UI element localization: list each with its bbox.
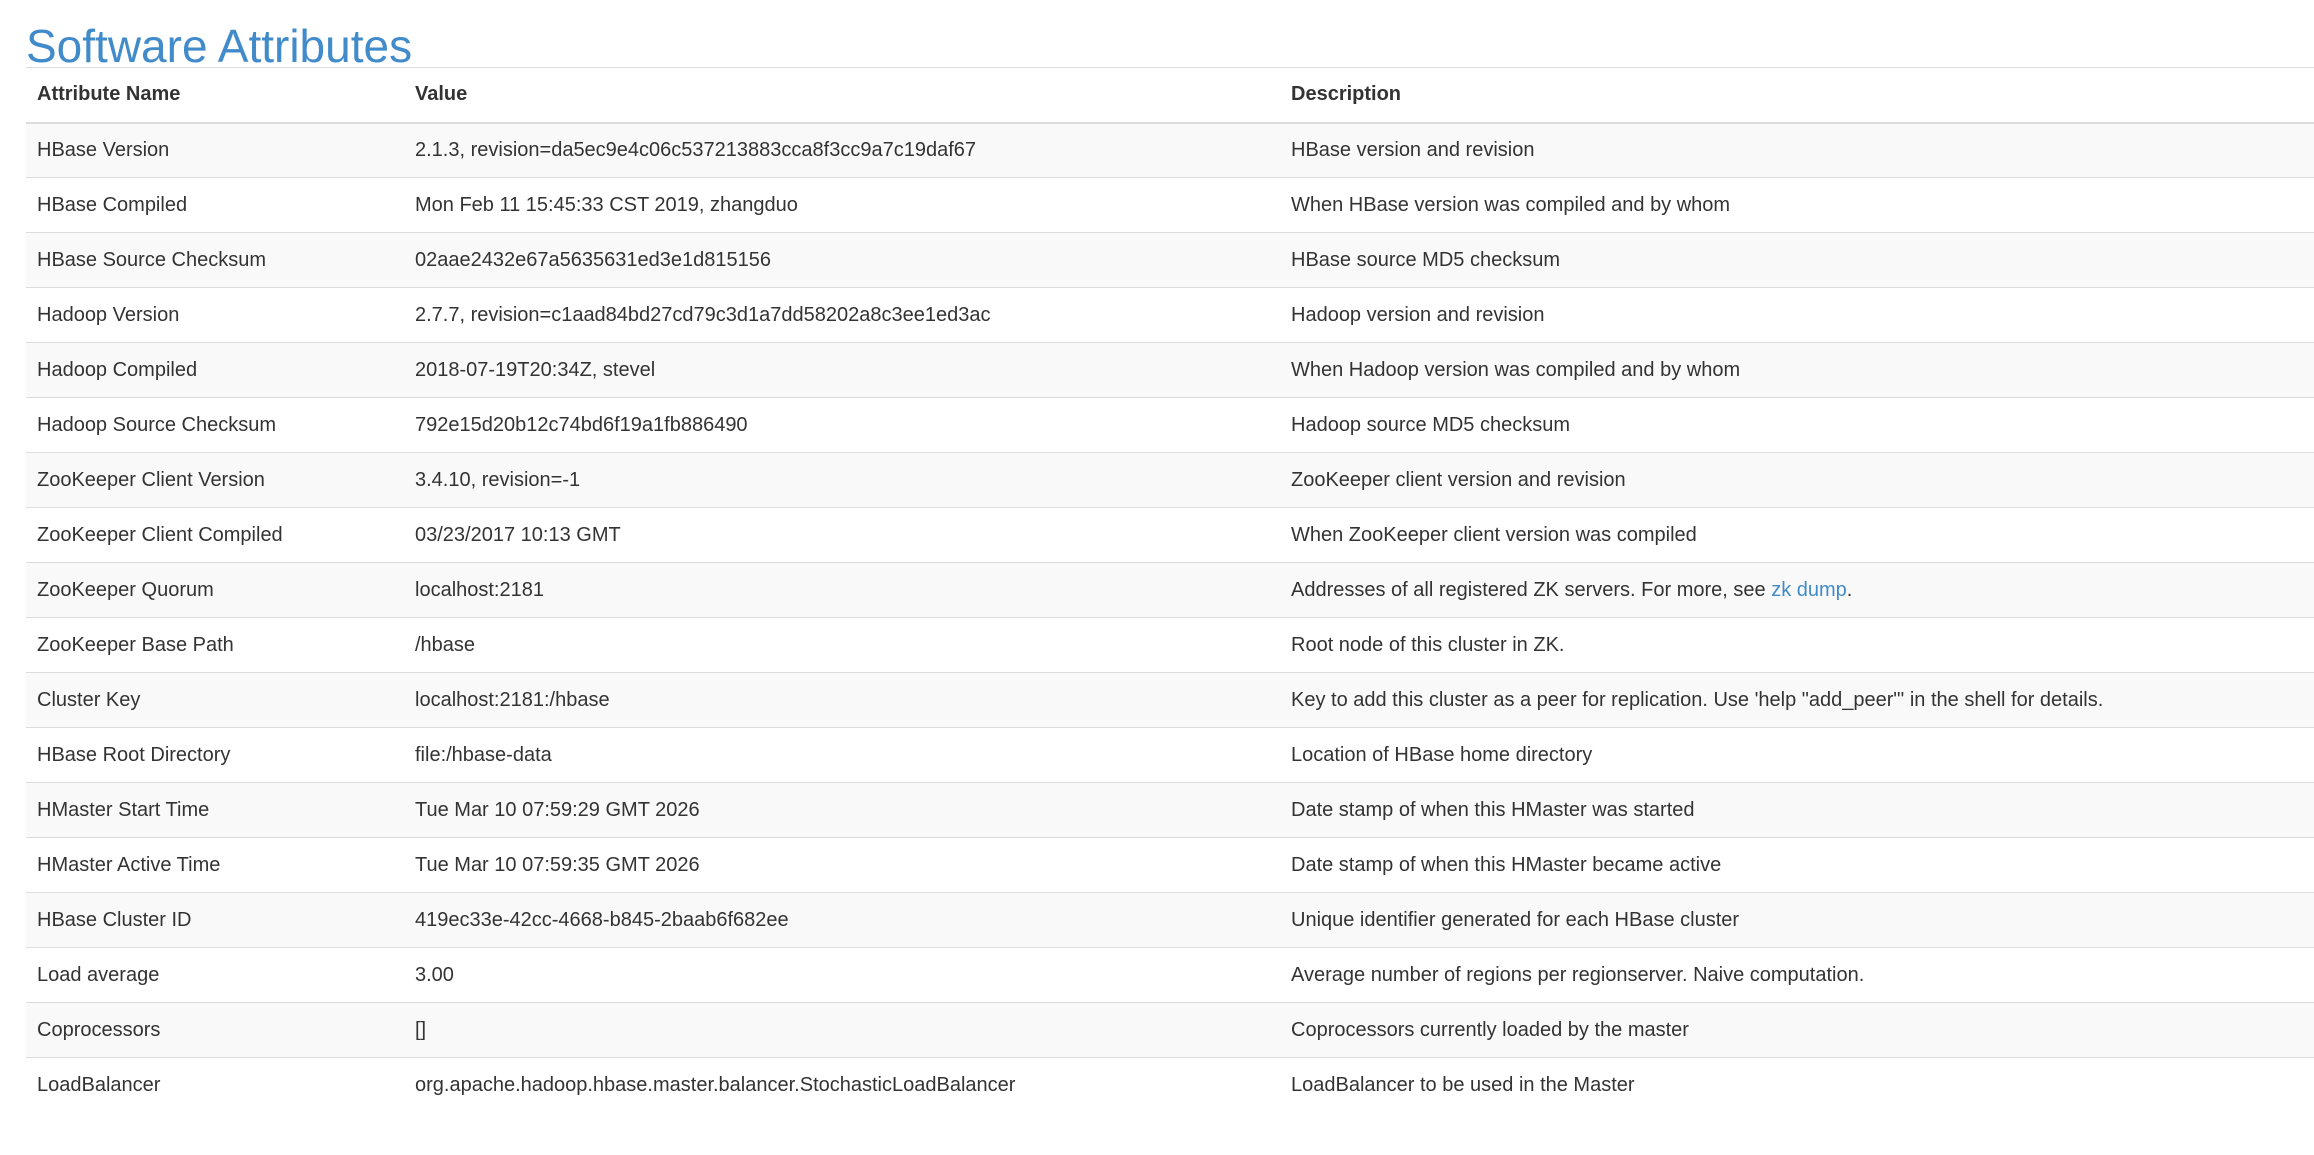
value-cell: Tue Mar 10 07:59:35 GMT 2026 bbox=[404, 838, 1280, 893]
description-cell: When Hadoop version was compiled and by whom bbox=[1280, 343, 2314, 398]
value-cell: 3.00 bbox=[404, 948, 1280, 1003]
attribute-name-cell: HBase Compiled bbox=[26, 178, 404, 233]
page-title: Software Attributes bbox=[26, 20, 413, 72]
description-cell: Date stamp of when this HMaster was started bbox=[1280, 783, 2314, 838]
value-cell: [] bbox=[404, 1003, 1280, 1058]
table-row bbox=[26, 123, 2314, 178]
table-header bbox=[26, 68, 2314, 123]
description-cell: When HBase version was compiled and by whom bbox=[1280, 178, 2314, 233]
column-header-description: Description bbox=[1280, 68, 2314, 123]
description-cell: LoadBalancer to be used in the Master bbox=[1280, 1058, 2314, 1113]
description-prefix: Addresses of all registered ZK servers. For more, see bbox=[1291, 578, 1772, 601]
value-cell: 2.7.7, revision=c1aad84bd27cd79c3d1a7dd58202a8c3ee1ed3ac bbox=[404, 288, 1280, 343]
column-header-attribute-name: Attribute Name bbox=[26, 68, 404, 123]
attribute-name-cell: Load average bbox=[26, 948, 404, 1003]
column-header-value: Value bbox=[404, 68, 1280, 123]
description-cell: Unique identifier generated for each HBase cluster bbox=[1280, 893, 2314, 948]
table-row bbox=[26, 673, 2314, 728]
description-cell: ZooKeeper client version and revision bbox=[1280, 453, 2314, 508]
value-cell: localhost:2181 bbox=[404, 563, 1280, 618]
software-attributes-section bbox=[26, 0, 2314, 1113]
description-cell: When ZooKeeper client version was compiled bbox=[1280, 508, 2314, 563]
table-row bbox=[26, 783, 2314, 838]
description-cell: Hadoop source MD5 checksum bbox=[1280, 398, 2314, 453]
attribute-name-cell: ZooKeeper Client Version bbox=[26, 453, 404, 508]
description-cell: HBase source MD5 checksum bbox=[1280, 233, 2314, 288]
value-cell: 792e15d20b12c74bd6f19a1fb886490 bbox=[404, 398, 1280, 453]
table-row bbox=[26, 343, 2314, 398]
value-cell: Tue Mar 10 07:59:29 GMT 2026 bbox=[404, 783, 1280, 838]
attribute-name-cell: Cluster Key bbox=[26, 673, 404, 728]
value-cell: 2.1.3, revision=da5ec9e4c06c537213883cca8f3cc9a7c19daf67 bbox=[404, 123, 1280, 178]
table-header-row bbox=[26, 68, 2314, 123]
attribute-name-cell: HBase Source Checksum bbox=[26, 233, 404, 288]
attribute-name-cell: ZooKeeper Quorum bbox=[26, 563, 404, 618]
value-cell: org.apache.hadoop.hbase.master.balancer.StochasticLoadBalancer bbox=[404, 1058, 1280, 1113]
description-cell: Root node of this cluster in ZK. bbox=[1280, 618, 2314, 673]
software-attributes-table bbox=[26, 67, 2314, 1113]
value-cell: Mon Feb 11 15:45:33 CST 2019, zhangduo bbox=[404, 178, 1280, 233]
description-cell: HBase version and revision bbox=[1280, 123, 2314, 178]
attribute-name-cell: HMaster Start Time bbox=[26, 783, 404, 838]
table-row bbox=[26, 1058, 2314, 1113]
description-cell: Date stamp of when this HMaster became active bbox=[1280, 838, 2314, 893]
table-row bbox=[26, 618, 2314, 673]
attribute-name-cell: HBase Cluster ID bbox=[26, 893, 404, 948]
table-row bbox=[26, 178, 2314, 233]
attribute-name-cell: ZooKeeper Base Path bbox=[26, 618, 404, 673]
table-row bbox=[26, 288, 2314, 343]
attribute-name-cell: Hadoop Source Checksum bbox=[26, 398, 404, 453]
attribute-name-cell: HBase Version bbox=[26, 123, 404, 178]
attribute-name-cell: Hadoop Compiled bbox=[26, 343, 404, 398]
value-cell: file:/hbase-data bbox=[404, 728, 1280, 783]
value-cell: 419ec33e-42cc-4668-b845-2baab6f682ee bbox=[404, 893, 1280, 948]
value-cell: 03/23/2017 10:13 GMT bbox=[404, 508, 1280, 563]
description-cell: Hadoop version and revision bbox=[1280, 288, 2314, 343]
value-cell: /hbase bbox=[404, 618, 1280, 673]
description-cell: Coprocessors currently loaded by the master bbox=[1280, 1003, 2314, 1058]
table-row bbox=[26, 563, 2314, 618]
description-cell: Location of HBase home directory bbox=[1280, 728, 2314, 783]
value-cell: 3.4.10, revision=-1 bbox=[404, 453, 1280, 508]
table-row bbox=[26, 398, 2314, 453]
table-row bbox=[26, 728, 2314, 783]
value-cell: localhost:2181:/hbase bbox=[404, 673, 1280, 728]
description-suffix: . bbox=[1846, 578, 1853, 601]
table-body bbox=[26, 123, 2314, 1113]
value-cell: 02aae2432e67a5635631ed3e1d815156 bbox=[404, 233, 1280, 288]
table-row bbox=[26, 508, 2314, 563]
table-row bbox=[26, 838, 2314, 893]
description-cell: Key to add this cluster as a peer for replication. Use 'help "add_peer"' in the shell for details. bbox=[1280, 673, 2314, 728]
description-cell bbox=[1280, 563, 2314, 618]
table-row bbox=[26, 948, 2314, 1003]
table-row bbox=[26, 233, 2314, 288]
attribute-name-cell: ZooKeeper Client Compiled bbox=[26, 508, 404, 563]
attribute-name-cell: Coprocessors bbox=[26, 1003, 404, 1058]
attribute-name-cell: LoadBalancer bbox=[26, 1058, 404, 1113]
table-row bbox=[26, 893, 2314, 948]
attribute-name-cell: HMaster Active Time bbox=[26, 838, 404, 893]
table-row bbox=[26, 453, 2314, 508]
attribute-name-cell: Hadoop Version bbox=[26, 288, 404, 343]
table-row bbox=[26, 1003, 2314, 1058]
value-cell: 2018-07-19T20:34Z, stevel bbox=[404, 343, 1280, 398]
description-cell: Average number of regions per regionserver. Naive computation. bbox=[1280, 948, 2314, 1003]
attribute-name-cell: HBase Root Directory bbox=[26, 728, 404, 783]
zk-dump-link[interactable]: zk dump bbox=[1771, 578, 1847, 601]
